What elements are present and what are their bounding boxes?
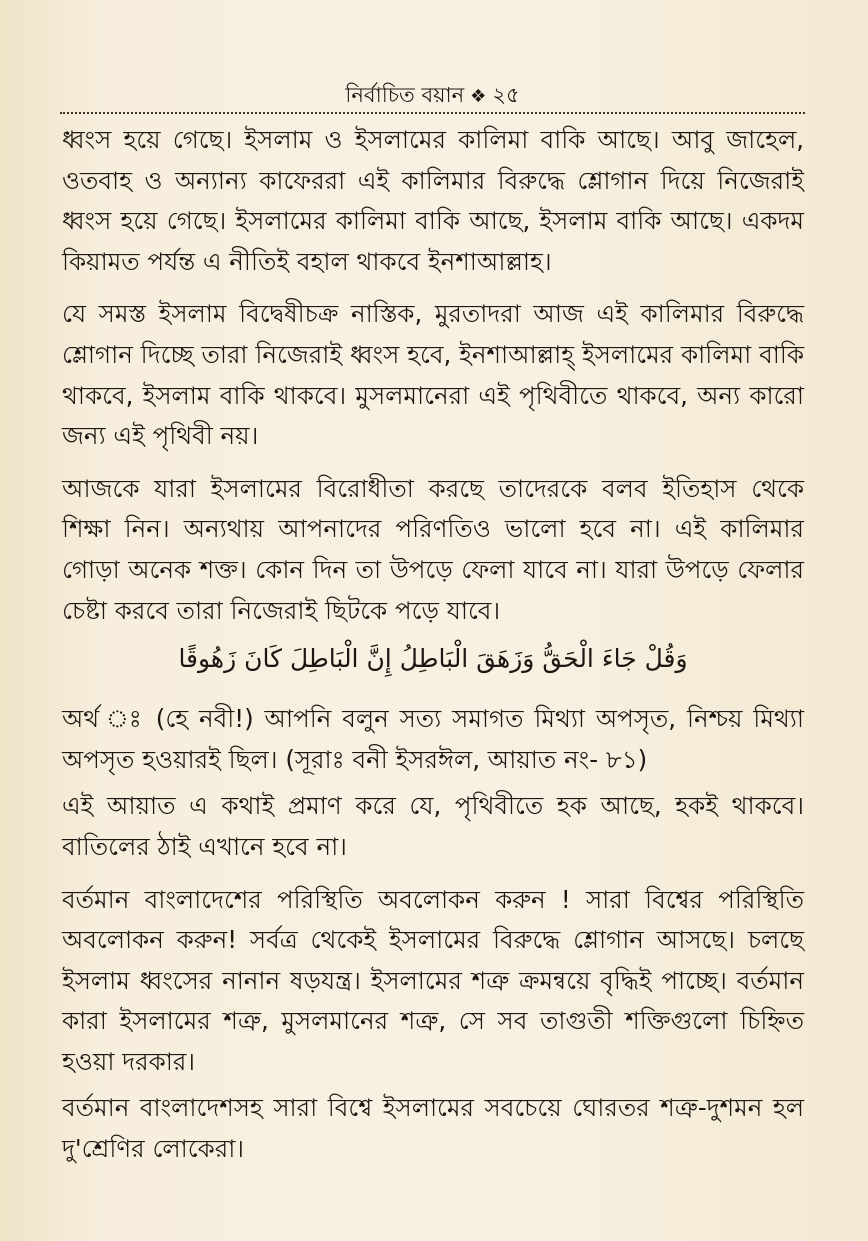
verse-translation: অর্থ ঃ (হে নবী!) আপনি বলুন সত্য সমাগত মিথ্যা অপসৃত, নিশ্চয় মিথ্যা অপসৃত হওয়ারই ছিল। (সূরাঃ বনী ইসরঈল, আয়াত নং- ৮১) (62, 704, 804, 774)
paragraph-2: যে সমস্ত ইসলাম বিদ্বেষীচক্র নাস্তিক, মুরতাদরা আজ এই কালিমার বিরুদ্ধে শ্লোগান দিচ্ছে তারা নিজেরাই ধ্বংস হবে, ইনশাআল্লাহ্ ইসলামের কালিমা বাকি থাকবে, ইসলাম বাকি থাকবে। মুসলমানেরা এই পৃথিবীতে থাকবে, অন্য কারো জন্য এই পৃথিবী নয়। (62, 299, 804, 451)
paragraph-1: ধ্বংস হয়ে গেছে। ইসলাম ও ইসলামের কালিমা বাকি আছে। আবু জাহেল, ওতবাহ ও অন্যান্য কাফেররা এই কালিমার বিরুদ্ধে শ্লোগান দিয়ে নিজেরাই ধ্বংস হয়ে গেছে। ইসলামের কালিমা বাকি আছে, ইসলাম বাকি আছে। একদম কিয়ামত পর্যন্ত এ নীতিই বহাল থাকবে ইনশাআল্লাহ। (62, 125, 804, 276)
ornament-icon: ❖ (470, 86, 487, 107)
book-title: নির্বাচিত বয়ান (345, 83, 465, 107)
arabic-verse: وَقُلْ جَاءَ الْحَقُّ وَزَهَقَ الْبَاطِلُ إِنَّ الْبَاطِلَ كَانَ زَهُوقًا (178, 644, 688, 674)
page-number: ২৫ (492, 83, 520, 107)
running-header (60, 80, 805, 112)
paragraph-3: আজকে যারা ইসলামের বিরোধীতা করছে তাদেরকে বলব ইতিহাস থেকে শিক্ষা নিন। অন্যথায় আপনাদের পরিণতিও ভালো হবে না। এই কালিমার গোড়া অনেক শক্ত। কোন দিন তা উপড়ে ফেলা যাবে না। যারা উপড়ে ফেলার চেষ্টা করবে তারা নিজেরাই ছিটকে পড়ে যাবে। (62, 473, 804, 625)
paragraph-4: এই আয়াত এ কথাই প্রমাণ করে যে, পৃথিবীতে হক আছে, হকই থাকবে। বাতিলের ঠাই এখানে হবে না। (62, 791, 804, 861)
header-dotted-rule (60, 112, 805, 114)
paragraph-6: বর্তমান বাংলাদেশসহ সারা বিশ্বে ইসলামের সবচেয়ে ঘোরতর শত্রু-দুশমন হল দু'শ্রেণির লোকেরা। (62, 1093, 804, 1164)
page-body (62, 120, 804, 1182)
paragraph-5: বর্তমান বাংলাদেশের পরিস্থিতি অবলোকন করুন ! সারা বিশ্বের পরিস্থিতি অবলোকন করুন! সর্বত্র থেকেই ইসলামের বিরুদ্ধে শ্লোগান আসছে। চলছে ইসলাম ধ্বংসের নানান ষড়যন্ত্র। ইসলামের শত্রু ক্রমন্বয়ে বৃদ্ধিই পাচ্ছে। বর্তমান কারা ইসলামের শত্রু, মুসলমানের শত্রু, সে সব তাগুতী শক্তিগুলো চিহ্নিত হওয়া দরকার। (62, 884, 804, 1076)
